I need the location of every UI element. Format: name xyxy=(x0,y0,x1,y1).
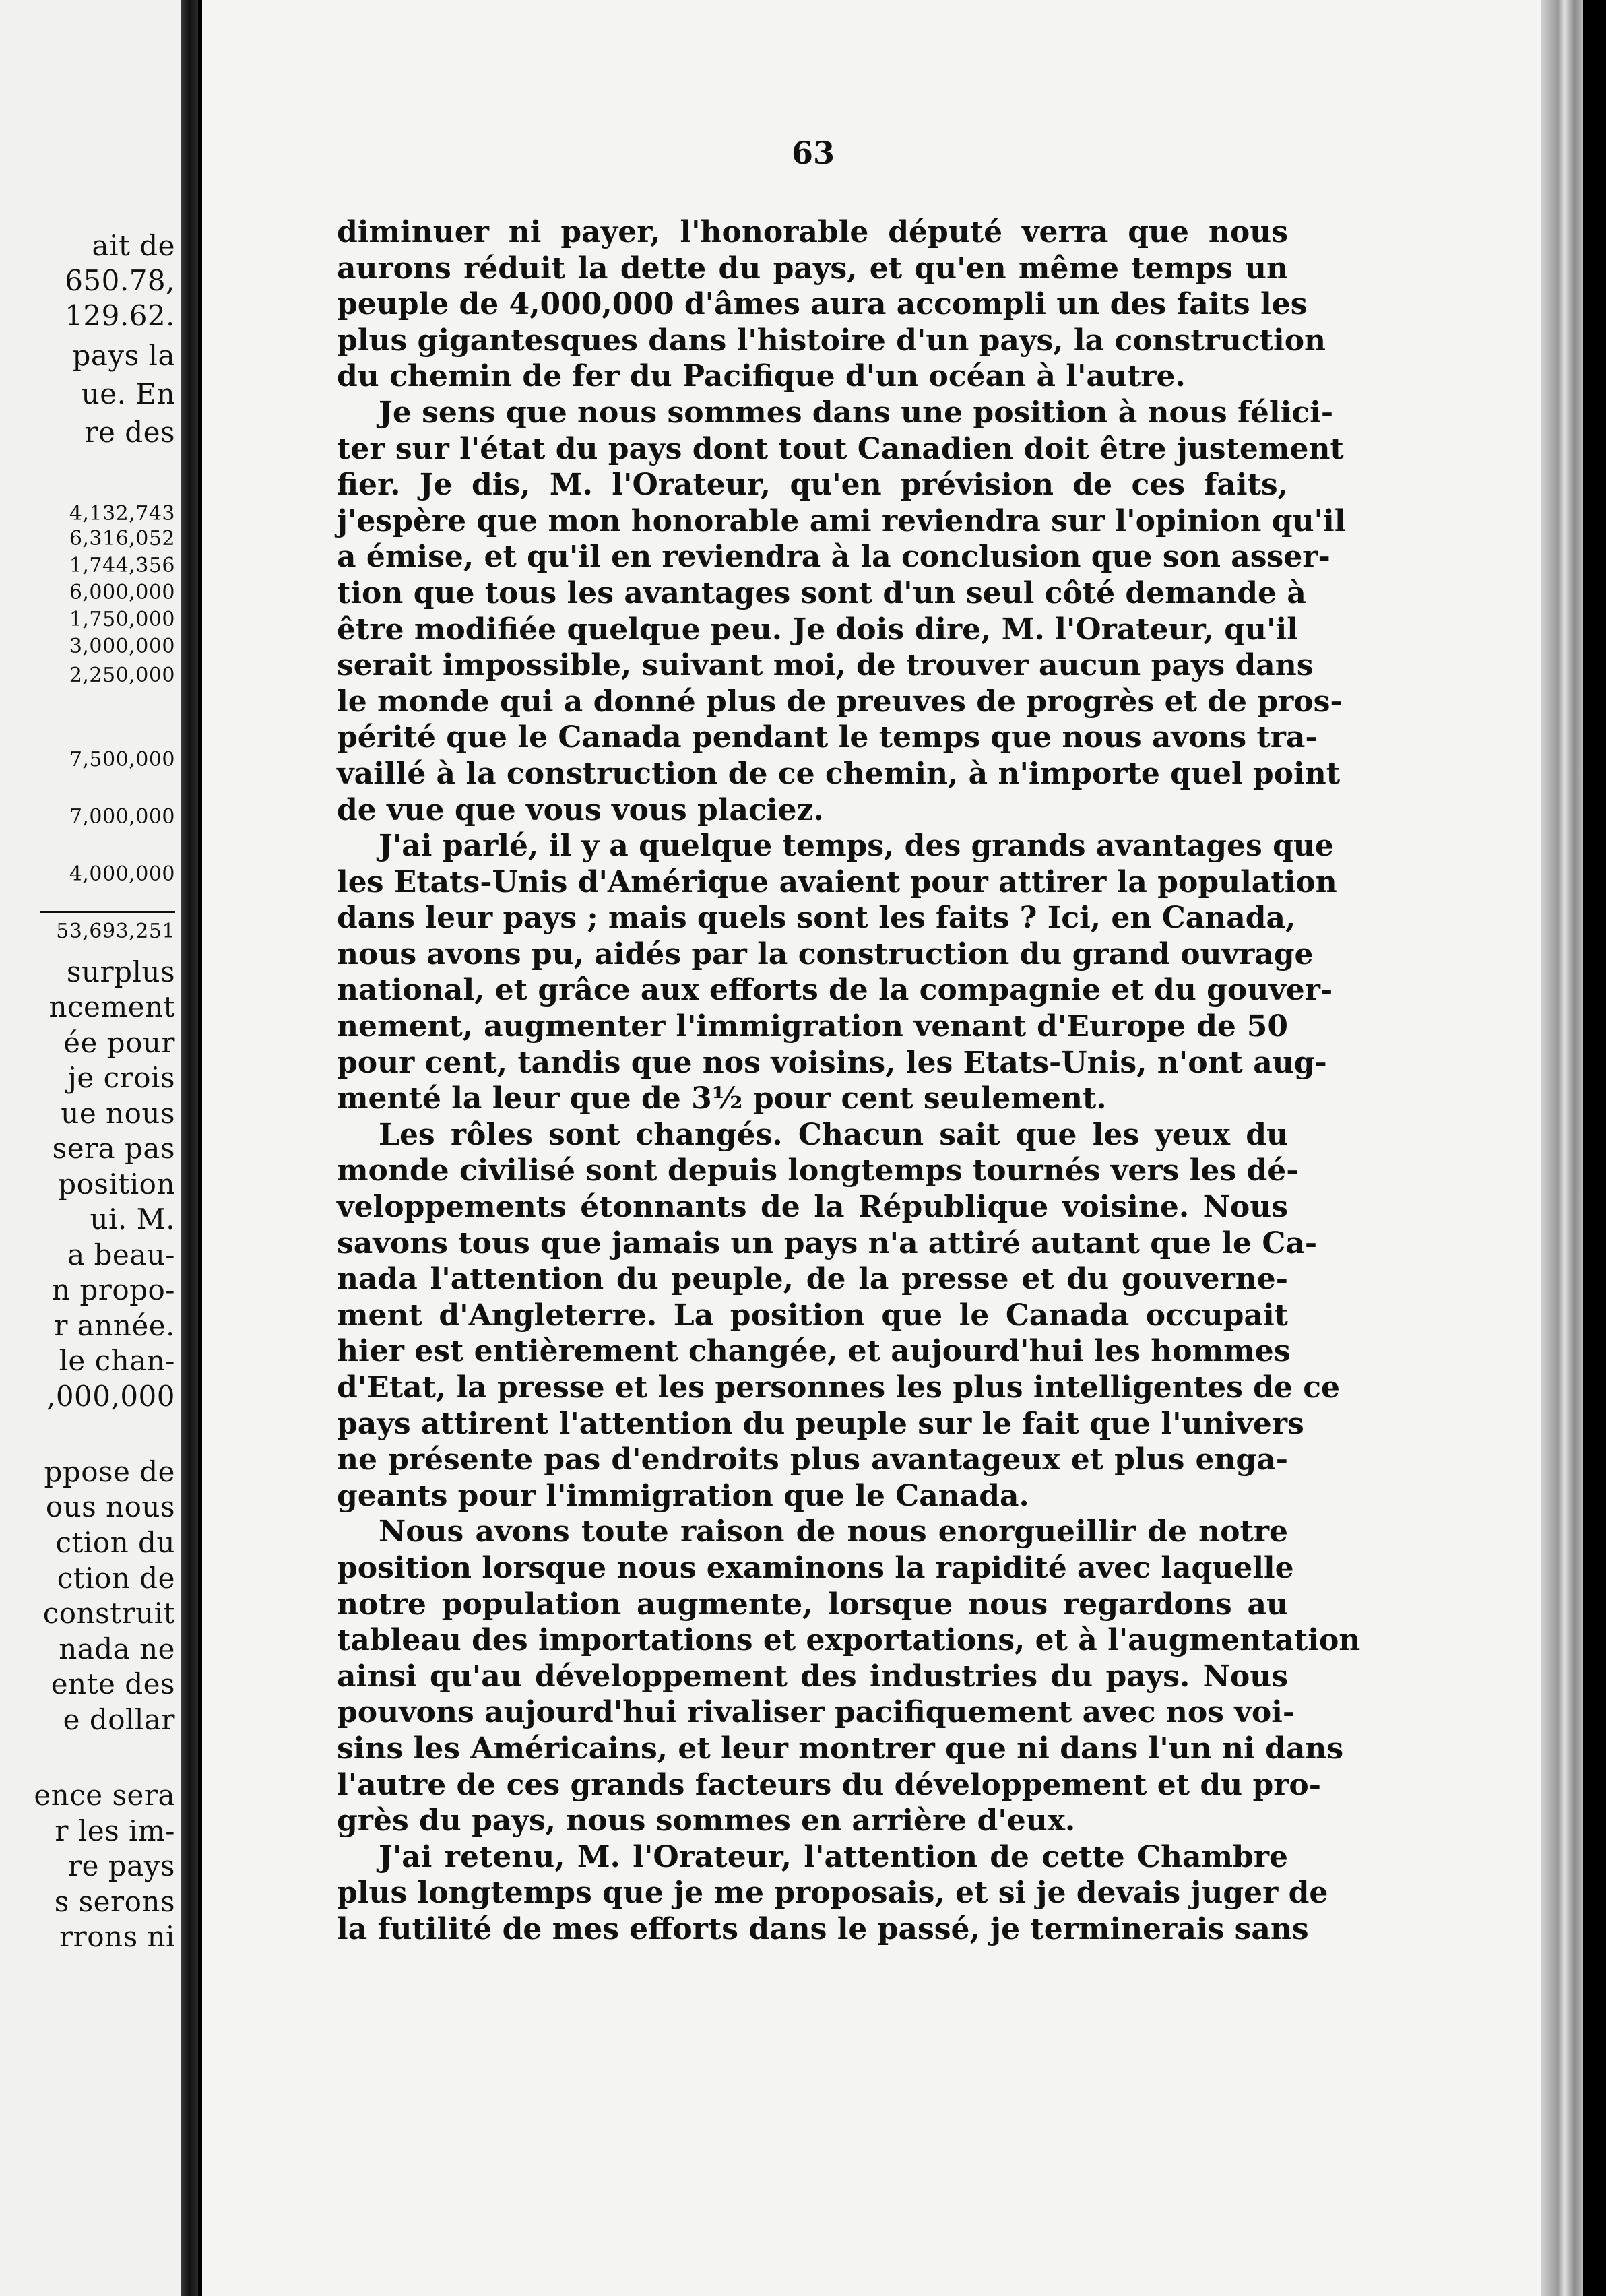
text-line: ne présente pas d'endroits plus avantageux et plus enga- xyxy=(337,1442,1288,1477)
body-text xyxy=(337,214,1361,1948)
left-page-line: 4,132,743 xyxy=(69,502,175,525)
left-page-line: ui. M. xyxy=(90,1203,175,1236)
text-line: périté que le Canada pendant le temps que nous avons tra- xyxy=(337,720,1318,755)
text-line: hier est entièrement changée, et aujourd'hui les hommes xyxy=(337,1334,1291,1369)
left-page-line: surplus xyxy=(66,955,175,988)
text-line: fier. Je dis, M. l'Orateur, qu'en prévision de ces faits, xyxy=(337,468,1288,503)
text-line: pouvons aujourd'hui rivaliser pacifiquement avec nos voi- xyxy=(337,1695,1295,1730)
text-line: Nous avons toute raison de nous enorgueillir de notre xyxy=(379,1514,1288,1550)
left-page-line: 2,250,000 xyxy=(69,664,175,687)
left-page-line: rrons ni xyxy=(59,1920,175,1953)
left-page-line: ction de xyxy=(57,1562,175,1595)
text-line: ment d'Angleterre. La position que le Canada occupait xyxy=(337,1298,1288,1333)
text-line: serait impossible, suivant moi, de trouver aucun pays dans xyxy=(337,648,1314,683)
text-line: d'Etat, la presse et les personnes les plus intelligentes de ce xyxy=(337,1370,1341,1405)
left-page-line: 7,000,000 xyxy=(69,805,175,829)
text-line: tableau des importations et exportations, et à l'augmentation xyxy=(337,1623,1361,1658)
text-line: vaillé à la construction de ce chemin, à n'importe quel point xyxy=(337,756,1341,791)
text-line: a émise, et qu'il en reviendra à la conclusion que son asser- xyxy=(337,540,1330,575)
left-page-line: nada ne xyxy=(59,1632,175,1665)
text-line: les Etats-Unis d'Amérique avaient pour attirer la population xyxy=(337,864,1337,899)
text-line: plus longtemps que je me proposais, et si je devais juger de xyxy=(337,1876,1328,1911)
text-line: Je sens que nous sommes dans une position à nous félici- xyxy=(379,395,1334,430)
left-page-line: sera pas xyxy=(52,1132,175,1165)
left-page-line: ,000,000 xyxy=(46,1380,175,1413)
book-gutter xyxy=(181,0,198,2296)
text-line: plus gigantesques dans l'histoire d'un pays, la construction xyxy=(337,323,1326,358)
text-line: notre population augmente, lorsque nous regardons au xyxy=(337,1587,1288,1622)
left-page-line: le chan- xyxy=(59,1344,175,1377)
text-line: Les rôles sont changés. Chacun sait que les yeux du xyxy=(379,1117,1288,1152)
total-rule xyxy=(40,911,175,913)
left-page-line: s serons xyxy=(54,1885,175,1918)
text-line: J'ai parlé, il y a quelque temps, des grands avantages que xyxy=(379,829,1334,864)
left-page-line: 7,500,000 xyxy=(69,748,175,771)
text-line: peuple de 4,000,000 d'âmes aura accompli un des faits les xyxy=(337,287,1308,322)
text-line: savons tous que jamais un pays n'a attiré autant que le Ca- xyxy=(337,1225,1318,1261)
text-line: nous avons pu, aidés par la construction du grand ouvrage xyxy=(337,936,1314,971)
text-line: monde civilisé sont depuis longtemps tournés vers les dé- xyxy=(337,1153,1299,1188)
text-line: nement, augmenter l'immigration venant d'Europe de 50 xyxy=(337,1009,1288,1044)
left-page-line: 1,744,356 xyxy=(69,554,175,577)
text-line: l'autre de ces grands facteurs du développement et du pro- xyxy=(337,1767,1322,1802)
left-page-line: 129.62. xyxy=(65,299,175,332)
text-line: diminuer ni payer, l'honorable député verra que nous xyxy=(337,215,1288,249)
text-line: de vue que vous vous placiez. xyxy=(337,792,824,827)
left-page-line: ente des xyxy=(51,1667,175,1700)
text-line: sins les Américains, et leur montrer que ni dans l'un ni dans xyxy=(337,1731,1344,1766)
text-line: nada l'attention du peuple, de la presse et du gouverne- xyxy=(337,1262,1288,1297)
left-page-line: 3,000,000 xyxy=(69,635,175,658)
text-line: geants pour l'immigration que le Canada. xyxy=(337,1478,1029,1513)
left-page-line: ncement xyxy=(49,990,175,1023)
left-page-line: ue nous xyxy=(61,1097,175,1130)
text-line: être modifiée quelque peu. Je dois dire, M. l'Orateur, qu'il xyxy=(337,612,1298,647)
text-line: pour cent, tandis que nos voisins, les Etats-Unis, n'ont aug- xyxy=(337,1045,1327,1080)
left-page-line: 6,000,000 xyxy=(69,581,175,604)
text-line: aurons réduit la dette du pays, et qu'en même temps un xyxy=(337,251,1288,286)
left-page-line: r année. xyxy=(54,1309,175,1342)
text-line: tion que tous les avantages sont d'un seul côté demande à xyxy=(337,575,1306,610)
left-page-line: 1,750,000 xyxy=(69,608,175,631)
page-edge-shadow xyxy=(1541,0,1583,2296)
left-page-line: ppose de xyxy=(44,1455,175,1488)
left-page-line: 53,693,251 xyxy=(56,920,175,943)
left-page-line: a beau- xyxy=(67,1238,175,1271)
left-page-line: ue. En xyxy=(81,377,175,410)
left-page-line: pays la xyxy=(72,339,175,372)
left-page-line: je crois xyxy=(67,1061,175,1094)
left-page-line: ction du xyxy=(55,1526,175,1559)
left-page-line: ence sera xyxy=(34,1779,175,1812)
text-line: le monde qui a donné plus de preuves de progrès et de pros- xyxy=(337,684,1343,719)
left-page-line: 6,316,052 xyxy=(69,527,175,550)
page-number: 63 xyxy=(792,135,835,171)
text-line: grès du pays, nous sommes en arrière d'eux. xyxy=(337,1804,1076,1839)
text-line: du chemin de fer du Pacifique d'un océan à l'autre. xyxy=(337,359,1186,394)
left-page-line: ée pour xyxy=(63,1026,175,1059)
text-line: veloppements étonnants de la République voisine. Nous xyxy=(337,1190,1288,1225)
left-page-line: position xyxy=(58,1168,175,1201)
text-line: pays attirent l'attention du peuple sur le fait que l'univers xyxy=(337,1406,1304,1441)
left-page-line: e dollar xyxy=(63,1703,175,1736)
left-page-line: re des xyxy=(84,416,175,449)
left-page-line: 650.78, xyxy=(65,264,175,297)
text-line: ter sur l'état du pays dont tout Canadien doit être justement xyxy=(337,431,1344,466)
left-page-line: n propo- xyxy=(51,1273,175,1306)
left-page-line: r les im- xyxy=(55,1814,175,1847)
left-page-line: ous nous xyxy=(45,1490,175,1523)
left-page-fragment xyxy=(0,0,190,2296)
text-line: la futilité de mes efforts dans le passé, je terminerais sans xyxy=(337,1911,1309,1946)
text-line: j'espère que mon honorable ami reviendra sur l'opinion qu'il xyxy=(337,503,1346,538)
left-page-line: 4,000,000 xyxy=(69,862,175,886)
text-line: position lorsque nous examinons la rapidité avec laquelle xyxy=(337,1550,1294,1585)
left-page-line: ait de xyxy=(92,229,175,262)
text-line: national, et grâce aux efforts de la compagnie et du gouver- xyxy=(337,973,1333,1008)
left-page-line: construit xyxy=(42,1597,175,1630)
text-line: J'ai retenu, M. l'Orateur, l'attention de cette Chambre xyxy=(379,1839,1288,1874)
text-line: menté la leur que de 3½ pour cent seulement. xyxy=(337,1081,1107,1116)
text-line: dans leur pays ; mais quels sont les faits ? Ici, en Canada, xyxy=(337,901,1296,936)
text-line: ainsi qu'au développement des industries du pays. Nous xyxy=(337,1659,1288,1694)
left-page-line: re pays xyxy=(68,1849,175,1882)
